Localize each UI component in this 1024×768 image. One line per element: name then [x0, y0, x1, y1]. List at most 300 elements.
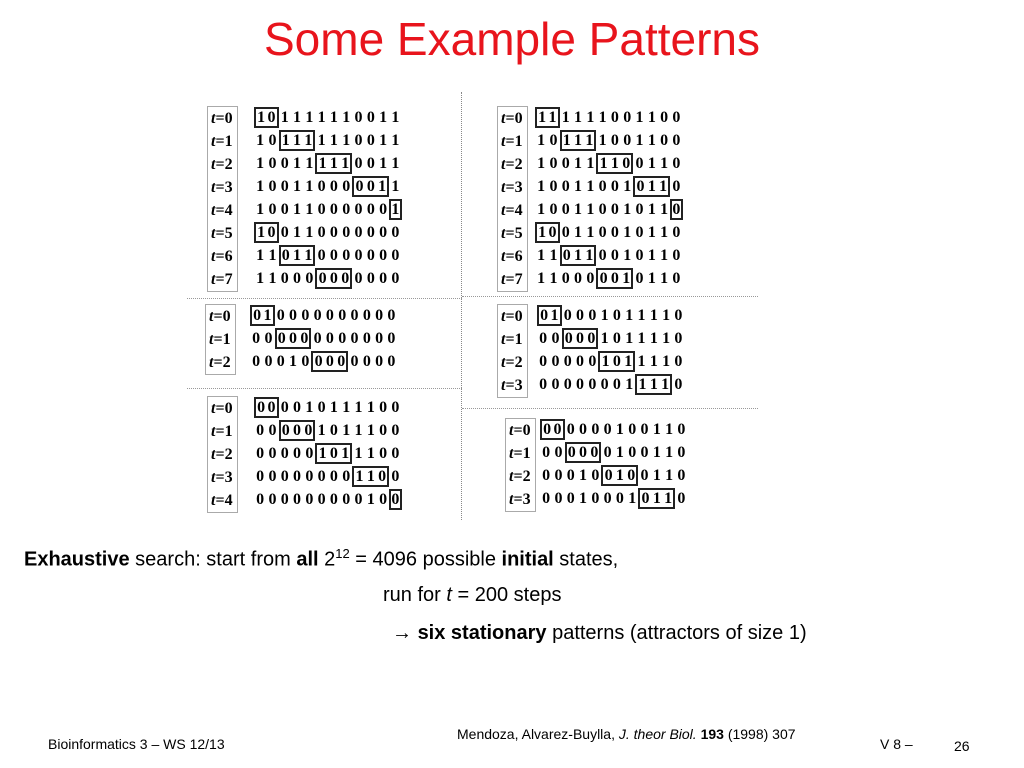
state-bit: 1 — [623, 224, 632, 241]
state-bit: 0 — [375, 353, 384, 370]
state-bit: 0 — [329, 178, 338, 195]
state-bit: 0 — [677, 421, 686, 438]
state-bit: 0 — [324, 351, 336, 372]
state-row — [254, 244, 402, 267]
state-row — [250, 350, 398, 373]
state-bit: 1 — [268, 247, 277, 264]
state-bit: 1 — [615, 421, 624, 438]
state-bit: 0 — [586, 270, 595, 287]
state-bit: 0 — [598, 247, 607, 264]
state-bit: 1 — [596, 153, 608, 174]
state-bit: 1 — [305, 155, 314, 172]
state-bit: 0 — [635, 247, 644, 264]
state-bit: 0 — [561, 201, 570, 218]
state-bit: 0 — [549, 178, 558, 195]
time-label: t=1 — [211, 423, 233, 440]
state-bit: 0 — [264, 353, 273, 370]
state-bit: 1 — [584, 130, 596, 151]
state-bit: 0 — [621, 153, 633, 174]
state-bit: 0 — [628, 421, 637, 438]
state-bit: 0 — [293, 270, 302, 287]
state-rows — [254, 106, 402, 290]
state-bit: 0 — [362, 353, 371, 370]
state-bit: 0 — [366, 270, 375, 287]
state-row — [535, 267, 683, 290]
state-bit: 1 — [342, 422, 351, 439]
state-bit: 0 — [598, 178, 607, 195]
state-bit: 1 — [279, 130, 291, 151]
state-rows — [250, 304, 398, 373]
state-row — [540, 418, 688, 441]
state-bit: 1 — [293, 201, 302, 218]
state-bit: 1 — [647, 132, 656, 149]
state-row — [254, 465, 402, 488]
state-bit: 0 — [329, 224, 338, 241]
state-bit: 0 — [554, 444, 563, 461]
state-bit: 0 — [623, 109, 632, 126]
state-bit: 0 — [598, 224, 607, 241]
state-bit: 0 — [317, 247, 326, 264]
state-bit: 0 — [379, 201, 388, 218]
state-bit: 0 — [670, 199, 682, 220]
state-bit: 1 — [572, 130, 584, 151]
state-bit: 1 — [391, 132, 400, 149]
state-bit: 0 — [354, 224, 363, 241]
state-bit: 0 — [612, 307, 621, 324]
state-bit: 0 — [551, 330, 560, 347]
state-bit: 0 — [561, 270, 570, 287]
state-bit: 0 — [256, 445, 265, 462]
state-bit: 0 — [254, 397, 266, 418]
state-bit: 1 — [635, 132, 644, 149]
time-label: t=3 — [211, 469, 233, 486]
state-bit: 0 — [576, 353, 585, 370]
state-bit: 1 — [649, 330, 658, 347]
state-bit: 0 — [313, 307, 322, 324]
state-bit: 0 — [554, 490, 563, 507]
state-bit: 0 — [268, 422, 277, 439]
state-bit: 1 — [315, 153, 327, 174]
state-bit: 0 — [329, 491, 338, 508]
state-bit: 1 — [391, 109, 400, 126]
state-bit: 1 — [660, 247, 669, 264]
state-bit: 0 — [672, 224, 681, 241]
time-label: t=1 — [501, 331, 523, 348]
time-label: t=3 — [211, 179, 233, 196]
state-bit: 1 — [647, 270, 656, 287]
state-row — [535, 244, 683, 267]
state-bit: 0 — [576, 307, 585, 324]
state-bit: 0 — [291, 420, 303, 441]
state-row — [535, 129, 683, 152]
state-bit: 1 — [256, 155, 265, 172]
state-row — [535, 221, 683, 244]
state-bit: 0 — [591, 490, 600, 507]
state-bit: 0 — [362, 307, 371, 324]
state-bit: 0 — [329, 201, 338, 218]
state-bit: 0 — [672, 109, 681, 126]
state-bit: 1 — [600, 307, 609, 324]
state-bit: 0 — [305, 468, 314, 485]
horizontal-divider-left — [187, 298, 462, 299]
state-bit: 0 — [635, 224, 644, 241]
state-bit: 1 — [647, 109, 656, 126]
state-bit: 1 — [303, 130, 315, 151]
state-bit: 0 — [279, 420, 291, 441]
state-bit: 1 — [535, 222, 547, 243]
state-bit: 0 — [586, 328, 598, 349]
state-bit: 0 — [366, 247, 375, 264]
state-bit: 0 — [342, 468, 351, 485]
state-bit: 1 — [561, 109, 570, 126]
state-bit: 0 — [612, 376, 621, 393]
state-bit: 0 — [276, 353, 285, 370]
state-bit: 0 — [389, 489, 401, 510]
state-bit: 1 — [660, 224, 669, 241]
state-bit: 1 — [354, 445, 363, 462]
time-label: t=0 — [211, 400, 233, 417]
state-bit: 0 — [379, 445, 388, 462]
state-bit: 1 — [379, 155, 388, 172]
state-row — [254, 267, 402, 290]
state-bit: 1 — [623, 351, 635, 372]
state-bit: 1 — [254, 222, 266, 243]
state-bit: 0 — [280, 270, 289, 287]
state-bit: 0 — [660, 132, 669, 149]
state-bit: 1 — [649, 353, 658, 370]
time-label: t=1 — [509, 445, 531, 462]
state-bit: 0 — [537, 305, 549, 326]
state-bit: 0 — [315, 268, 327, 289]
state-bit: 1 — [658, 176, 670, 197]
time-label: t=0 — [501, 110, 523, 127]
state-bit: 0 — [266, 107, 278, 128]
page-number: 26 — [954, 738, 970, 754]
time-label: t=6 — [211, 248, 233, 265]
state-bit: 0 — [366, 109, 375, 126]
state-bit: 1 — [256, 201, 265, 218]
state-bit: 1 — [329, 399, 338, 416]
time-label: t=1 — [501, 133, 523, 150]
state-bit: 0 — [301, 307, 310, 324]
state-bit: 1 — [665, 444, 674, 461]
state-bit: 0 — [612, 330, 621, 347]
state-bit: 1 — [389, 199, 401, 220]
time-column — [205, 304, 236, 375]
time-column — [207, 396, 238, 513]
state-bit: 0 — [391, 468, 400, 485]
state-bit: 0 — [610, 178, 619, 195]
state-row — [254, 175, 402, 198]
state-bit: 1 — [574, 109, 583, 126]
state-bit: 0 — [362, 330, 371, 347]
state-bit: 0 — [547, 222, 559, 243]
state-bit: 1 — [586, 109, 595, 126]
state-bit: 0 — [387, 330, 396, 347]
horizontal-divider-left-2 — [187, 388, 462, 389]
state-bit: 0 — [542, 467, 551, 484]
state-bit: 1 — [649, 307, 658, 324]
state-bit: 0 — [635, 155, 644, 172]
state-bit: 0 — [354, 247, 363, 264]
state-bit: 1 — [303, 245, 315, 266]
time-label: t=3 — [501, 179, 523, 196]
state-bit: 0 — [576, 376, 585, 393]
state-bit: 0 — [387, 307, 396, 324]
time-label: t=0 — [211, 110, 233, 127]
state-bit: 1 — [662, 307, 671, 324]
state-bit: 1 — [662, 330, 671, 347]
time-column — [497, 106, 528, 292]
state-bit: 1 — [637, 330, 646, 347]
state-bit: 1 — [352, 466, 364, 487]
state-bit: 0 — [305, 270, 314, 287]
state-rows — [535, 106, 683, 290]
state-bit: 1 — [574, 155, 583, 172]
state-bit: 1 — [535, 107, 547, 128]
state-bit: 0 — [279, 245, 291, 266]
state-bit: 0 — [638, 488, 650, 509]
state-bit: 0 — [601, 465, 613, 486]
horizontal-divider-right — [462, 296, 758, 297]
state-bit: 0 — [577, 442, 589, 463]
state-bit: 0 — [342, 178, 351, 195]
state-bit: 0 — [329, 468, 338, 485]
state-bit: 0 — [354, 201, 363, 218]
state-bit: 0 — [340, 268, 352, 289]
state-bit: 1 — [560, 130, 572, 151]
state-bit: 1 — [652, 467, 661, 484]
state-row — [537, 304, 685, 327]
state-bit: 0 — [542, 444, 551, 461]
state-bit: 0 — [591, 467, 600, 484]
state-bit: 1 — [342, 109, 351, 126]
citation: Mendoza, Alvarez-Buylla, J. theor Biol. 193 (1998) 307 — [457, 726, 796, 742]
state-bit: 0 — [563, 307, 572, 324]
state-bit: 1 — [305, 224, 314, 241]
state-bit: 1 — [663, 488, 675, 509]
state-bit: 0 — [287, 328, 299, 349]
state-bit: 0 — [250, 305, 262, 326]
state-bit: 0 — [566, 490, 575, 507]
state-bit: 0 — [677, 444, 686, 461]
state-rows — [537, 304, 685, 396]
state-bit: 0 — [574, 270, 583, 287]
state-bit: 0 — [565, 442, 577, 463]
state-bit: 1 — [586, 178, 595, 195]
state-bit: 0 — [379, 247, 388, 264]
state-bit: 1 — [574, 178, 583, 195]
state-bit: 0 — [379, 399, 388, 416]
state-bit: 0 — [275, 328, 287, 349]
state-row — [254, 129, 402, 152]
state-bit: 1 — [317, 109, 326, 126]
state-bit: 0 — [366, 201, 375, 218]
state-bit: 1 — [609, 153, 621, 174]
state-bit: 0 — [325, 330, 334, 347]
state-row — [535, 106, 683, 129]
time-label: t=3 — [501, 377, 523, 394]
state-bit: 0 — [366, 155, 375, 172]
state-bit: 0 — [391, 224, 400, 241]
state-bit: 1 — [340, 443, 352, 464]
state-bit: 0 — [391, 247, 400, 264]
course-footer: Bioinformatics 3 – WS 12/13 — [48, 736, 225, 752]
state-bit: 1 — [572, 245, 584, 266]
state-bit: 0 — [268, 201, 277, 218]
state-bit: 1 — [340, 153, 352, 174]
state-bit: 0 — [375, 330, 384, 347]
state-bit: 0 — [354, 132, 363, 149]
state-bit: 1 — [293, 178, 302, 195]
state-bit: 0 — [579, 421, 588, 438]
state-bit: 1 — [366, 491, 375, 508]
state-bit: 1 — [600, 330, 609, 347]
state-bit: 0 — [264, 330, 273, 347]
state-bit: 1 — [342, 132, 351, 149]
state-bit: 1 — [537, 270, 546, 287]
state-bit: 0 — [672, 155, 681, 172]
state-bit: 0 — [379, 224, 388, 241]
state-bit: 1 — [635, 374, 647, 395]
state-bit: 0 — [554, 467, 563, 484]
time-label: t=2 — [509, 468, 531, 485]
state-bit: 1 — [637, 307, 646, 324]
state-bit: 1 — [329, 109, 338, 126]
state-bit: 1 — [315, 443, 327, 464]
state-bit: 1 — [256, 132, 265, 149]
state-bit: 0 — [672, 178, 681, 195]
state-bit: 1 — [354, 399, 363, 416]
state-bit: 0 — [391, 270, 400, 287]
time-label: t=0 — [509, 422, 531, 439]
state-bit: 1 — [625, 376, 634, 393]
time-label: t=6 — [501, 248, 523, 265]
state-bit: 1 — [598, 132, 607, 149]
state-bit: 1 — [268, 270, 277, 287]
state-bit: 0 — [640, 444, 649, 461]
state-bit: 1 — [537, 132, 546, 149]
state-bit: 0 — [289, 307, 298, 324]
time-label: t=4 — [211, 492, 233, 509]
state-bit: 0 — [610, 201, 619, 218]
state-bit: 0 — [268, 178, 277, 195]
state-bit: 0 — [588, 353, 597, 370]
state-bit: 1 — [547, 107, 559, 128]
state-bit: 1 — [549, 305, 561, 326]
state-bit: 0 — [600, 376, 609, 393]
state-bit: 1 — [579, 490, 588, 507]
state-bit: 0 — [539, 353, 548, 370]
state-bit: 0 — [633, 176, 645, 197]
state-bit: 0 — [539, 330, 548, 347]
state-bit: 1 — [647, 201, 656, 218]
pattern-figure — [187, 92, 765, 522]
state-bit: 0 — [603, 444, 612, 461]
state-row — [540, 464, 688, 487]
state-bit: 0 — [280, 178, 289, 195]
time-label: t=2 — [501, 156, 523, 173]
state-bit: 0 — [635, 270, 644, 287]
state-bit: 0 — [549, 132, 558, 149]
state-bit: 0 — [366, 132, 375, 149]
state-bit: 1 — [391, 155, 400, 172]
state-bit: 0 — [674, 330, 683, 347]
state-bit: 0 — [640, 467, 649, 484]
state-row — [254, 106, 402, 129]
state-bit: 0 — [350, 307, 359, 324]
state-bit: 0 — [305, 491, 314, 508]
state-bit: 0 — [317, 491, 326, 508]
state-bit: 0 — [560, 245, 572, 266]
state-bit: 1 — [598, 109, 607, 126]
state-bit: 0 — [293, 491, 302, 508]
state-bit: 0 — [329, 422, 338, 439]
state-bit: 0 — [317, 224, 326, 241]
state-bit: 1 — [621, 268, 633, 289]
state-bit: 0 — [588, 307, 597, 324]
state-bit: 0 — [672, 270, 681, 287]
state-bit: 0 — [603, 421, 612, 438]
state-bit: 1 — [366, 445, 375, 462]
state-bit: 1 — [665, 421, 674, 438]
state-bit: 1 — [647, 247, 656, 264]
state-bit: 0 — [252, 330, 261, 347]
state-bit: 1 — [328, 153, 340, 174]
state-bit: 0 — [311, 351, 323, 372]
state-bit: 1 — [537, 201, 546, 218]
state-bit: 1 — [329, 132, 338, 149]
time-label: t=2 — [501, 354, 523, 371]
state-bit: 0 — [375, 307, 384, 324]
state-bit: 1 — [625, 307, 634, 324]
state-bit: 1 — [317, 422, 326, 439]
state-bit: 1 — [574, 201, 583, 218]
state-bit: 1 — [651, 488, 663, 509]
state-bit: 0 — [338, 330, 347, 347]
state-bit: 0 — [354, 491, 363, 508]
state-bit: 0 — [387, 353, 396, 370]
state-bit: 1 — [586, 224, 595, 241]
state-bit: 1 — [305, 178, 314, 195]
state-bit: 1 — [574, 224, 583, 241]
state-row — [250, 304, 398, 327]
state-bit: 0 — [354, 109, 363, 126]
state-bit: 1 — [293, 155, 302, 172]
time-label: t=5 — [211, 225, 233, 242]
state-bit: 0 — [561, 155, 570, 172]
state-rows — [540, 418, 688, 510]
state-bit: 1 — [579, 467, 588, 484]
state-bit: 0 — [588, 376, 597, 393]
time-label: t=4 — [501, 202, 523, 219]
state-bit: 1 — [379, 109, 388, 126]
state-bit: 1 — [280, 109, 289, 126]
state-bit: 0 — [266, 222, 278, 243]
state-row — [537, 327, 685, 350]
time-label: t=4 — [211, 202, 233, 219]
time-label: t=0 — [501, 308, 523, 325]
state-bit: 0 — [674, 353, 683, 370]
state-bit: 1 — [537, 155, 546, 172]
state-bit: 1 — [254, 107, 266, 128]
state-bit: 0 — [379, 270, 388, 287]
state-bit: 0 — [610, 109, 619, 126]
time-column — [207, 106, 238, 292]
vertical-divider — [461, 92, 462, 520]
state-bit: 1 — [305, 399, 314, 416]
state-bit: 0 — [596, 268, 608, 289]
